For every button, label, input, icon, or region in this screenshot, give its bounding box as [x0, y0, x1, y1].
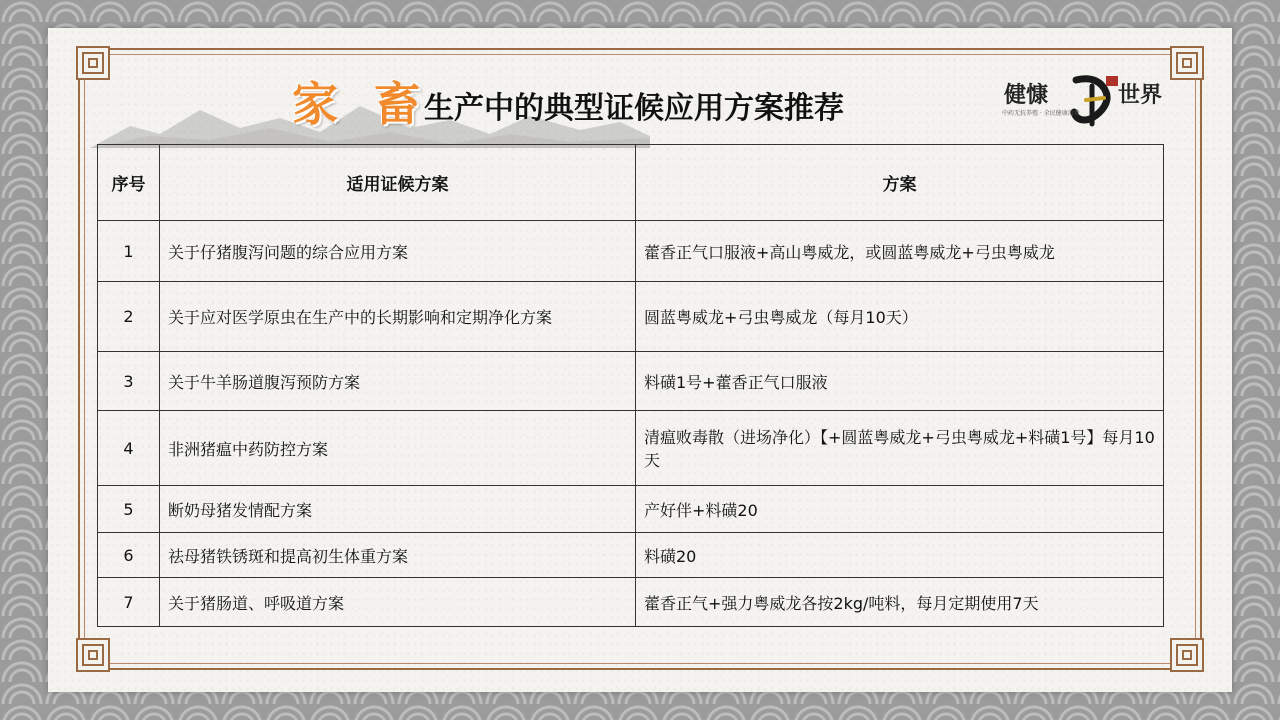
brand-logo: [1000, 72, 1175, 130]
table-row: [98, 221, 1164, 282]
header-plan: 方案: [636, 145, 1164, 221]
table-row: [98, 352, 1164, 411]
row-no: 1: [98, 221, 160, 282]
table-header-row: [98, 145, 1164, 221]
row-no: 5: [98, 486, 160, 533]
row-case: 关于牛羊肠道腹泻预防方案: [160, 352, 636, 411]
row-case: 祛母猪铁锈斑和提高初生体重方案: [160, 533, 636, 578]
table-row: [98, 533, 1164, 578]
row-case: 关于仔猪腹泻问题的综合应用方案: [160, 221, 636, 282]
row-no: 7: [98, 578, 160, 627]
row-plan: 藿香正气+强力粤威龙各按2kg/吨料，每月定期使用7天: [636, 578, 1164, 627]
table-row: [98, 578, 1164, 627]
corner-ornament-icon: [76, 46, 110, 80]
row-plan: 圆蓝粤威龙+弓虫粤威龙（每月10天）: [636, 282, 1164, 352]
table-row: [98, 282, 1164, 352]
title-main: 生产中的典型证候应用方案推荐: [424, 91, 845, 126]
row-no: 2: [98, 282, 160, 352]
row-plan: 清瘟败毒散（进场净化）【+圆蓝粤威龙+弓虫粤威龙+料磺1号】每月10天: [636, 411, 1164, 486]
table-row: [98, 486, 1164, 533]
page-title: [292, 72, 844, 132]
row-case: 非洲猪瘟中药防控方案: [160, 411, 636, 486]
row-case: 关于应对医学原虫在生产中的长期影响和定期净化方案: [160, 282, 636, 352]
corner-ornament-icon: [1170, 638, 1204, 672]
corner-ornament-icon: [76, 638, 110, 672]
row-no: 6: [98, 533, 160, 578]
corner-ornament-icon: [1170, 46, 1204, 80]
row-plan: 料磺1号+藿香正气口服液: [636, 352, 1164, 411]
row-plan: 产好伴+料磺20: [636, 486, 1164, 533]
title-accent: 家 畜: [292, 77, 431, 131]
header-no: 序号: [98, 145, 160, 221]
calligraphy-brush-icon: [1062, 72, 1122, 128]
row-no: 4: [98, 411, 160, 486]
table-row: [98, 411, 1164, 486]
row-case: 断奶母猪发情配方案: [160, 486, 636, 533]
logo-subtitle: 中药无抗养殖 · 全民健康消费: [1002, 110, 1080, 117]
row-plan: 藿香正气口服液+高山粤威龙，或圆蓝粤威龙+弓虫粤威龙: [636, 221, 1164, 282]
header-case: 适用证候方案: [160, 145, 636, 221]
logo-text-left: 健慷: [1004, 82, 1049, 108]
plan-table: [97, 144, 1164, 627]
row-plan: 料磺20: [636, 533, 1164, 578]
logo-text-right: 世界: [1118, 82, 1163, 108]
row-no: 3: [98, 352, 160, 411]
row-case: 关于猪肠道、呼吸道方案: [160, 578, 636, 627]
